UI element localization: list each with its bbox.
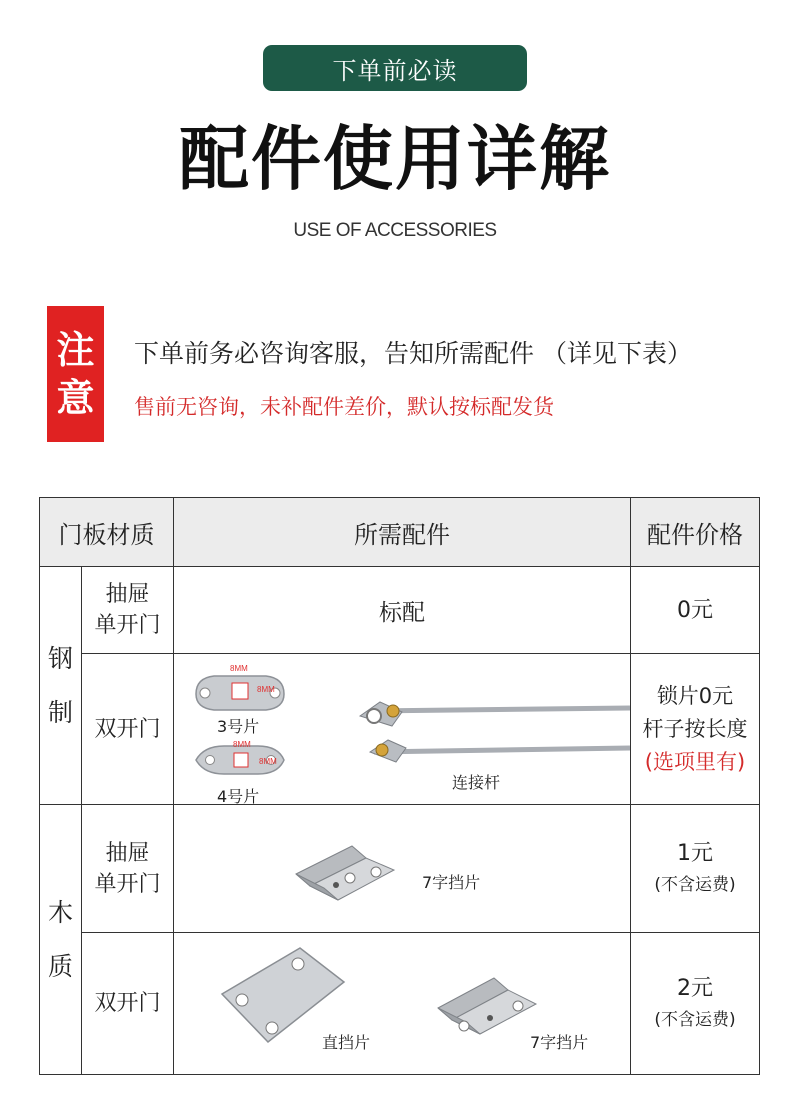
material-steel-char-2: 制 <box>47 697 73 727</box>
part-4-label: 4号片 <box>217 787 260 806</box>
dim-label: 8MM <box>257 685 275 694</box>
steel-double-price-line-3: (选项里有) <box>644 749 746 774</box>
steel-double-label <box>82 654 173 804</box>
wood-drawer-line-1: 抽屉 <box>105 840 150 866</box>
wood-drawer-label <box>82 805 173 932</box>
steel-drawer-line-1: 抽屉 <box>105 582 150 607</box>
material-steel-char-1: 钢 <box>47 643 73 673</box>
steel-drawer-label <box>82 567 173 653</box>
steel-double-price <box>631 654 759 804</box>
wood-double-text: 双开门 <box>94 991 161 1016</box>
wood-drawer-line-2: 单开门 <box>94 871 161 897</box>
material-wood <box>40 805 81 1074</box>
steel-drawer-price <box>631 567 759 653</box>
part-rod-label: 连接杆 <box>452 773 501 792</box>
seven-bracket-icon <box>290 830 400 920</box>
steel-double-text: 双开门 <box>94 716 161 742</box>
header-material: 门板材质 <box>58 520 155 549</box>
header-price: 配件价格 <box>647 520 743 549</box>
steel-double-price-line-2: 杆子按长度 <box>642 716 748 741</box>
wood-double-price <box>631 933 759 1074</box>
notice-tag <box>47 306 104 442</box>
seven-bracket-icon-2 <box>432 962 544 1052</box>
steel-drawer-price-value: 0元 <box>677 597 713 623</box>
material-wood-char-2: 质 <box>47 951 73 981</box>
page-title: 配件使用详解 <box>179 118 611 200</box>
connecting-rod-icon <box>360 702 630 762</box>
wood-double-price-value: 2元 <box>677 976 713 1001</box>
steel-double-price-line-1: 锁片0元 <box>656 683 734 708</box>
must-read-badge: 下单前必读 <box>263 45 527 91</box>
notice-main-text: 下单前务必咨询客服，告知所需配件 （详见下表） <box>134 339 692 368</box>
page-subtitle: USE OF ACCESSORIES <box>293 220 497 241</box>
steel-drawer-parts: 标配 <box>379 599 425 626</box>
wood-drawer-price <box>631 805 759 932</box>
wood-drawer-price-note: (不含运费) <box>654 875 736 895</box>
material-steel <box>40 567 81 804</box>
dim-label: 8MM <box>230 664 248 673</box>
header-parts: 所需配件 <box>354 520 450 549</box>
notice-tag-char-2: 意 <box>56 376 95 420</box>
notice-tag-char-1: 注 <box>56 328 95 372</box>
notice-warning-text: 售前无咨询，未补配件差价，默认按标配发货 <box>134 395 554 419</box>
wood-drawer-part-label: 7字挡片 <box>422 873 481 892</box>
material-wood-char-1: 木 <box>47 897 73 927</box>
straight-plate-label: 直挡片 <box>322 1033 371 1052</box>
dim-label: 8MM <box>233 740 251 749</box>
accessories-table <box>39 497 760 1075</box>
wood-double-price-note: (不含运费) <box>654 1010 736 1030</box>
steel-drawer-line-2: 单开门 <box>94 613 161 638</box>
part-3-label: 3号片 <box>217 717 260 736</box>
seven-bracket-label: 7字挡片 <box>530 1033 589 1052</box>
dim-label: 8MM <box>259 757 277 766</box>
wood-drawer-price-value: 1元 <box>677 841 713 866</box>
wood-double-label <box>82 933 173 1074</box>
